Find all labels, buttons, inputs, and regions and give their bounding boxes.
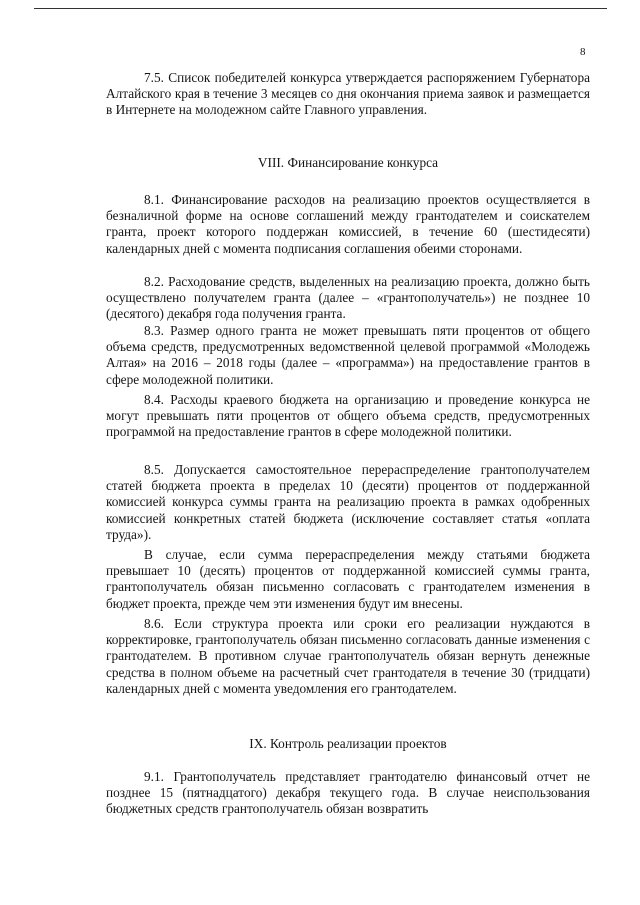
section-8-title: VIII. Финансирование конкурса <box>257 155 439 170</box>
page-number: 8 <box>580 46 586 58</box>
paragraph-8-5: 8.5. Допускается самостоятельное перераспределение грантополучателем статей бюджета проекта в пределах 10 (десяти) процентов от поддержанной комиссией конкурса суммы гранта на реализацию проекта в рамках одобренных комиссией конкретных статей бюджета (исключение составляет статья «оплата труда»). <box>106 462 590 542</box>
paragraph-7-5: 7.5. Список победителей конкурса утверждается распоряжением Губернатора Алтайского края в течение 3 месяцев со дня окончания приема заявок и размещается в Интернете на молодежном сайте Главного управления. <box>106 70 590 118</box>
paragraph-8-1: 8.1. Финансирование расходов на реализацию проектов осуществляется в безналичной форме на основе соглашений между грантодателем и соискателем гранта, проект которого поддержан комиссией, в течение 60 (шестидесяти) календарных дней с момента подписания соглашения обеими сторонами. <box>106 192 590 256</box>
top-rule <box>34 8 607 9</box>
paragraph-8-3: 8.3. Размер одного гранта не может превышать пяти процентов от общего объема средств, предусмотренных ведомственной целевой программой «Молодежь Алтая» на 2016 – 2018 годы (далее – «программа») на предоставление грантов в сфере молодежной политики. <box>106 323 590 387</box>
paragraph-8-4: 8.4. Расходы краевого бюджета на организацию и проведение конкурса не могут превышать пяти процентов от общего объема средств, предусмотренных программой на предоставление грантов в сфере молодежной политики. <box>106 392 590 440</box>
paragraph-8-5-continued: В случае, если сумма перераспределения между статьями бюджета превышает 10 (десять) процентов от поддержанной комиссией суммы гранта, грантополучатель обязан письменно согласовать с грантодателем изменения в бюджет проекта, прежде чем эти изменения будут им внесены. <box>106 547 590 611</box>
paragraph-9-1: 9.1. Грантополучатель представляет грантодателю финансовый отчет не позднее 15 (пятнадцатого) декабря текущего года. В случае неиспользования бюджетных средств грантополучатель обязан возвратить <box>106 769 590 817</box>
section-9-title: IX. Контроль реализации проектов <box>249 736 447 751</box>
paragraph-8-2: 8.2. Расходование средств, выделенных на реализацию проекта, должно быть осуществлено получателем гранта (далее – «грантополучатель») не позднее 10 (десятого) декабря года получения гранта. <box>106 274 590 322</box>
paragraph-8-6: 8.6. Если структура проекта или сроки его реализации нуждаются в корректировке, грантополучатель обязан письменно согласовать данные изменения с грантодателем. В противном случае грантополучатель обязан вернуть денежные средства в полном объеме на расчетный счет грантодателя в течение 30 (тридцати) календарных дней с момента уведомления его грантодателем. <box>106 616 590 696</box>
